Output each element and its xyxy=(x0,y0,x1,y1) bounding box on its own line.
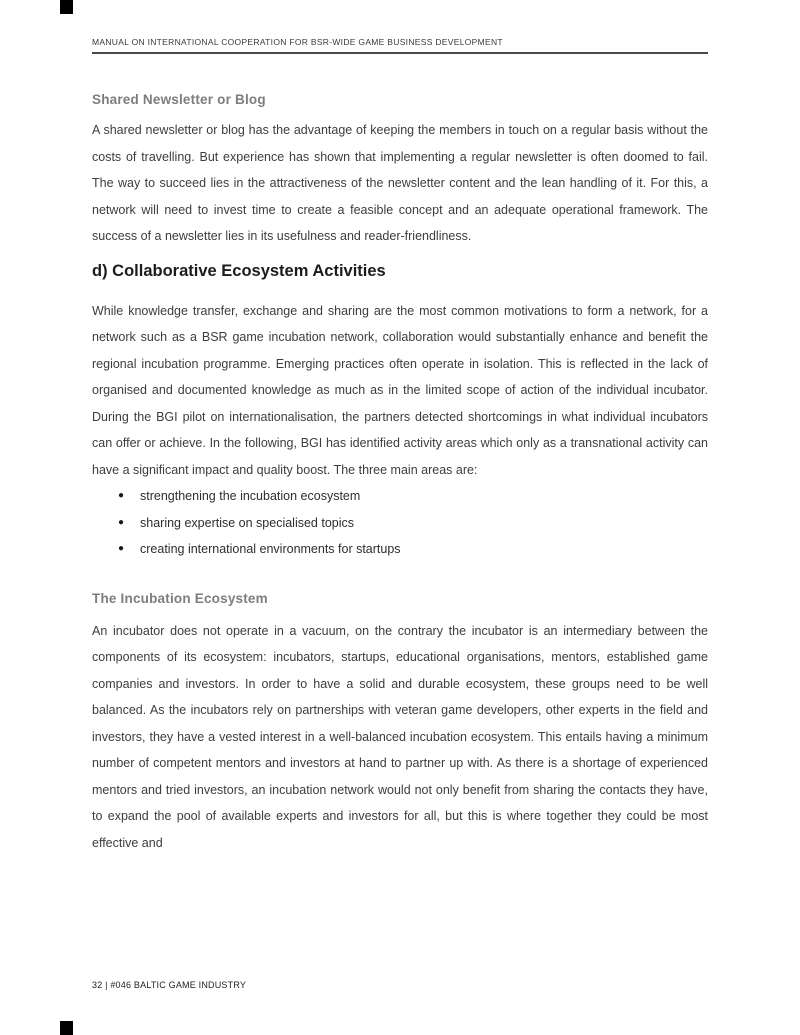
bullet-icon: ● xyxy=(118,543,125,554)
bullet-text: strengthening the incubation ecosystem xyxy=(140,489,361,503)
page-edge-mark-bottom xyxy=(60,1021,73,1035)
section-heading-collaborative-ecosystem: d) Collaborative Ecosystem Activities xyxy=(92,261,386,280)
paragraph-collaborative-ecosystem: While knowledge transfer, exchange and sharing are the most common motivations to form a network, for a network such as a BSR game incubation network, collaboration would substantially enhance and benefit the regional incubation programme. Emerging practices often operate in isolation. This is reflected in the lack of organised and documented knowledge as much as in the limited scope of action of the individual incubator. During the BGI pilot on internationalisation, the partners detected shortcomings in what individual incubators can offer or achieve. In the following, BGI has identified activity areas which only as a transnational activity can have a significant impact and quality boost. The three main areas are: xyxy=(92,303,708,477)
list-item xyxy=(92,483,708,510)
subheading-shared-newsletter: Shared Newsletter or Blog xyxy=(92,92,266,107)
running-header-title: MANUAL ON INTERNATIONAL COOPERATION FOR BSR-WIDE GAME BUSINESS DEVELOPMENT xyxy=(92,37,503,47)
header-rule xyxy=(92,52,708,54)
paragraph-incubation-ecosystem: An incubator does not operate in a vacuum, on the contrary the incubator is an intermediary between the components of its ecosystem: incubators, startups, educational organisations, mentors, established game companies and investors. In order to have a solid and durable ecosystem, these groups need to be well balanced. As the incubators rely on partnerships with veteran game developers, other experts in the field and investors, they have a vested interest in a well-balanced incubation ecosystem. This entails having a minimum number of competent mentors and investors at hand to partner up with. As there is a shortage of experienced mentors and tried investors, an incubation network would not only benefit from sharing the contacts they have, to expand the pool of available experts and investors for all, but this is where together they could be most effective and xyxy=(92,623,708,850)
page-edge-mark-top xyxy=(60,0,73,14)
subheading-incubation-ecosystem: The Incubation Ecosystem xyxy=(92,590,268,606)
bullet-text: creating international environments for startups xyxy=(140,542,401,556)
bullet-text: sharing expertise on specialised topics xyxy=(140,515,355,530)
bullet-icon: ● xyxy=(118,490,125,501)
list-item xyxy=(92,510,708,537)
list-item xyxy=(92,536,708,563)
main-areas-bullet-list xyxy=(92,483,708,563)
page-footer: 32 | #046 BALTIC GAME INDUSTRY xyxy=(92,980,247,990)
bullet-icon: ● xyxy=(118,516,125,528)
paragraph-shared-newsletter: A shared newsletter or blog has the advantage of keeping the members in touch on a regular basis without the costs of travelling. But experience has shown that implementing a regular newsletter is often doomed to fail. The way to succeed lies in the attractiveness of the newsletter content and the lean handling of it. For this, a network will need to invest time to create a feasible concept and an adequate operational framework. The success of a newsletter lies in its usefulness and reader-friendliness. xyxy=(92,123,708,243)
